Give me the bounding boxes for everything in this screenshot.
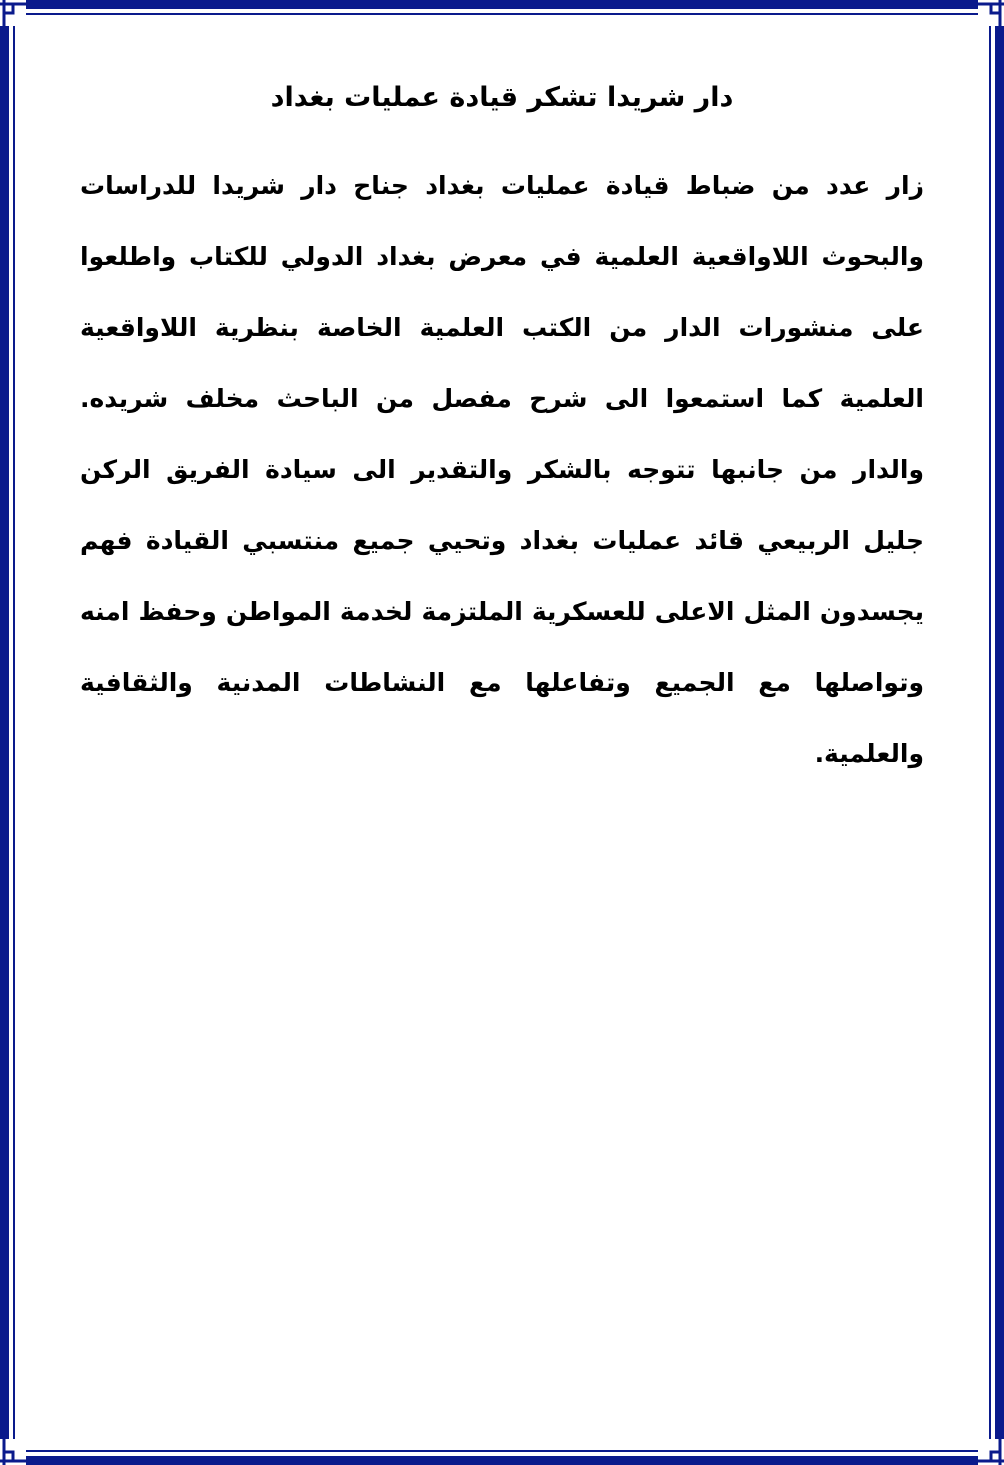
corner-ornament-bottom-left — [0, 1439, 26, 1465]
document-page — [80, 80, 924, 789]
corner-ornament-top-left — [0, 0, 26, 26]
document-body: زار عدد من ضباط قيادة عمليات بغداد جناح دار شريدا للدراسات والبحوث اللاواقعية العلمية في معرض بغداد الدولي للكتاب واطلعوا على منشورات الدار من الكتب العلمية الخاصة بنظرية اللاواقعية العلمية كما استمعوا الى شرح مفصل من الباحث مخلف شريده. والدار من جانبها تتوجه بالشكر والتقدير الى سيادة الفريق الركن جليل الربيعي قائد عمليات بغداد وتحيي جميع منتسبي القيادة فهم يجسدون المثل الاعلى للعسكرية الملتزمة لخدمة المواطن وحفظ امنه وتواصلها مع الجميع وتفاعلها مع النشاطات المدنية والثقافية والعلمية. — [80, 171, 924, 768]
corner-ornament-bottom-right — [978, 1439, 1004, 1465]
document-title: دار شريدا تشكر قيادة عمليات بغداد — [270, 82, 734, 113]
corner-ornament-top-right — [978, 0, 1004, 26]
